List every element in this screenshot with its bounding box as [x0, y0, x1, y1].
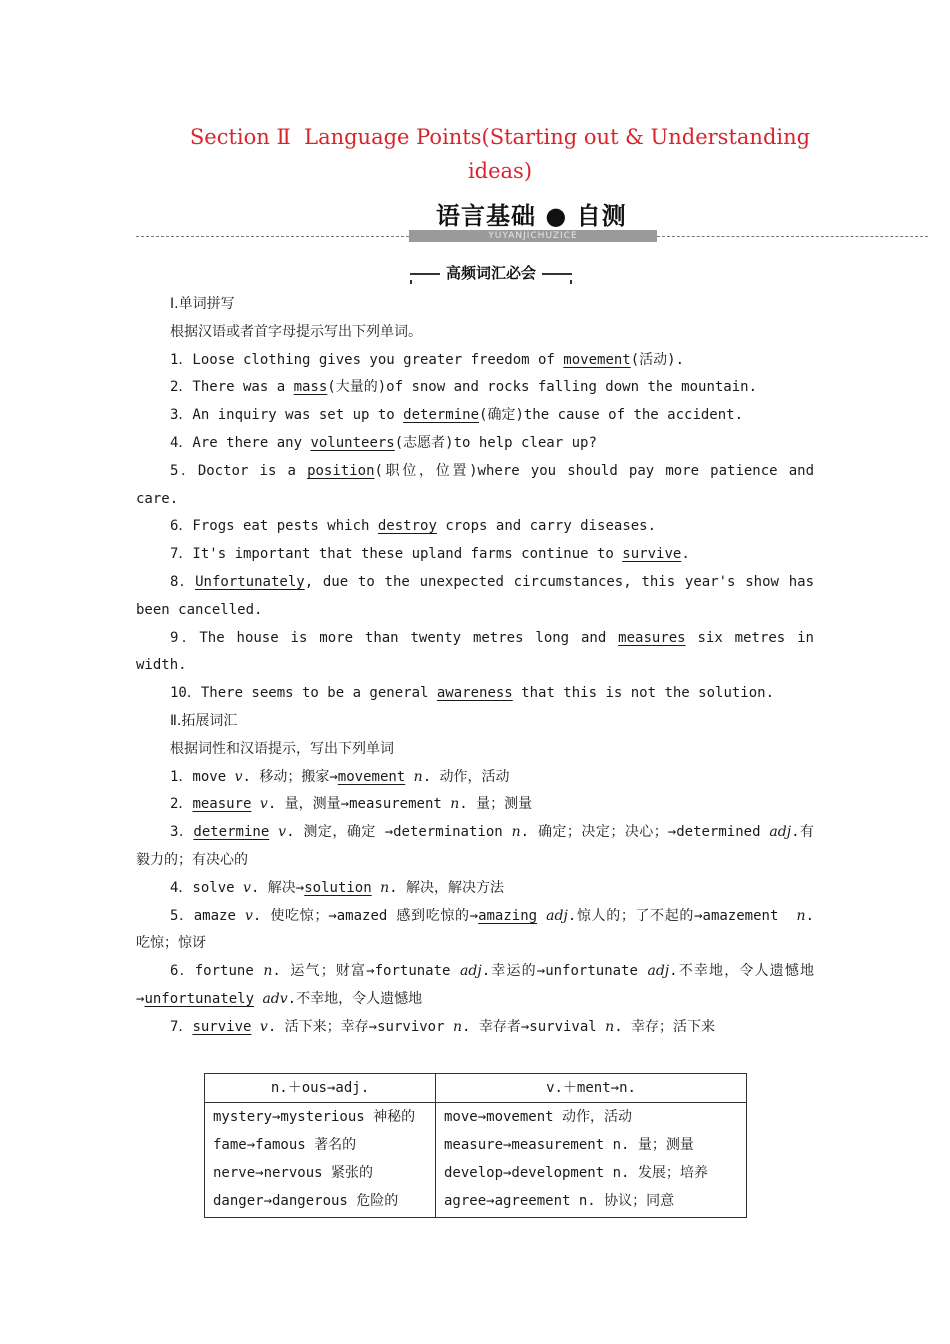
expand-item: 6．fortune n. 运气；财富→fortunate adj.幸运的→unfortunate adj.不幸地，令人遗憾地→unfortunately adv.不幸地，令人遗憾地	[136, 963, 814, 1007]
exercise-content	[136, 291, 814, 1042]
table-row	[205, 1103, 747, 1218]
exercise-item: 9．The house is more than twenty metres long and measures six metres in width.	[136, 629, 814, 674]
answer: measure	[192, 796, 252, 813]
part1-heading: Ⅰ.单词拼写	[170, 296, 235, 312]
table-entry: fame→famous 著名的	[213, 1137, 357, 1153]
vocab-section-text: 高频词汇必会	[440, 262, 542, 284]
banner-title: 语言基础 ● 自测	[436, 202, 627, 230]
exercise-item: 3．An inquiry was set up to determine(确定)the cause of the accident.	[170, 407, 744, 424]
answer: survive	[622, 546, 682, 563]
banner-dashed-line-left	[136, 236, 409, 237]
answer: position	[307, 462, 375, 479]
answer: mass	[293, 379, 328, 396]
table-entry: move→movement 动作，活动	[444, 1109, 633, 1125]
table-header-left: n.＋ous→adj.	[205, 1074, 436, 1103]
banner-subtitle: YUYANJICHUZICE	[409, 230, 657, 242]
exercise-item: 4．Are there any volunteers(志愿者)to help clear up?	[170, 434, 597, 451]
answer: movement	[337, 768, 406, 785]
expand-item: 7．survive v. 活下来；幸存→survivor n. 幸存者→survival n. 幸存；活下来	[170, 1018, 716, 1035]
table-entry: measure→measurement n. 量；测量	[444, 1137, 694, 1153]
table-entry: nerve→nervous 紧张的	[213, 1165, 374, 1181]
answer: determine	[403, 407, 480, 424]
exercise-item: 2．There was a mass(大量的)of snow and rocks falling down the mountain.	[170, 379, 758, 396]
expand-item: 3．determine v. 测定，确定 →determination n. 确定；决定；决心；→determined adj.有毅力的；有决心的	[136, 824, 814, 868]
exercise-item: 6．Frogs eat pests which destroy crops and carry diseases.	[170, 518, 657, 535]
banner-dashed-line-right	[657, 236, 928, 237]
part1-instruction: 根据汉语或者首字母提示写出下列单词。	[170, 323, 422, 340]
answer: awareness	[436, 685, 513, 702]
answer: destroy	[377, 518, 437, 535]
answer: movement	[563, 351, 631, 368]
expand-item: 2．measure v. 量，测量→measurement n. 量；测量	[170, 796, 533, 813]
table-cell-left	[205, 1103, 436, 1218]
table-header-right: v.＋ment→n.	[436, 1074, 747, 1103]
expand-item: 5．amaze v. 使吃惊；→amazed 感到吃惊的→amazing adj.惊人的；了不起的→amazement n. 吃惊；惊讶	[136, 907, 814, 952]
exercise-item: 7．It's important that these upland farms continue to survive.	[170, 546, 690, 563]
part2-heading: Ⅱ.拓展词汇	[170, 712, 238, 729]
answer: measures	[618, 629, 686, 646]
table-entry: danger→dangerous 危险的	[213, 1193, 399, 1209]
expand-item: 4．solve v. 解决→solution n. 解决，解决方法	[170, 879, 504, 896]
answer: volunteers	[310, 434, 395, 451]
answer: survive	[192, 1018, 252, 1035]
answer: determine	[193, 824, 270, 841]
exercise-item: 8．Unfortunately, due to the unexpected circumstances, this year's show has been cancelled.	[136, 573, 814, 618]
table-entry: mystery→mysterious 神秘的	[213, 1109, 416, 1125]
answer: Unfortunately	[195, 573, 305, 590]
section-banner-yuyan	[0, 196, 950, 246]
table-cell-right	[436, 1103, 747, 1218]
exercise-item: 10．There seems to be a general awareness that this is not the solution.	[170, 685, 775, 702]
answer: solution	[304, 879, 372, 896]
vocab-section-label	[410, 262, 572, 284]
answer: unfortunately	[144, 990, 255, 1007]
expand-item: 1．move v. 移动；搬家→movement n. 动作，活动	[170, 768, 510, 785]
answer: amazing	[478, 907, 538, 924]
page-title	[150, 120, 850, 188]
exercise-item: 1．Loose clothing gives you greater freedom of movement(活动).	[170, 351, 685, 368]
title-line-1: Section Ⅱ Language Points(Starting out & Understanding	[189, 125, 811, 149]
title-line-2: ideas)	[467, 159, 533, 183]
part2-instruction: 根据词性和汉语提示，写出下列单词	[170, 740, 394, 757]
table-entry: agree→agreement n. 协议；同意	[444, 1193, 675, 1209]
exercise-item: 5．Doctor is a position(职位，位置)where you should pay more patience and care.	[136, 462, 814, 507]
table-header-row	[205, 1074, 747, 1103]
table-entry: develop→development n. 发展；培养	[444, 1165, 708, 1181]
word-formation-table	[204, 1073, 747, 1218]
